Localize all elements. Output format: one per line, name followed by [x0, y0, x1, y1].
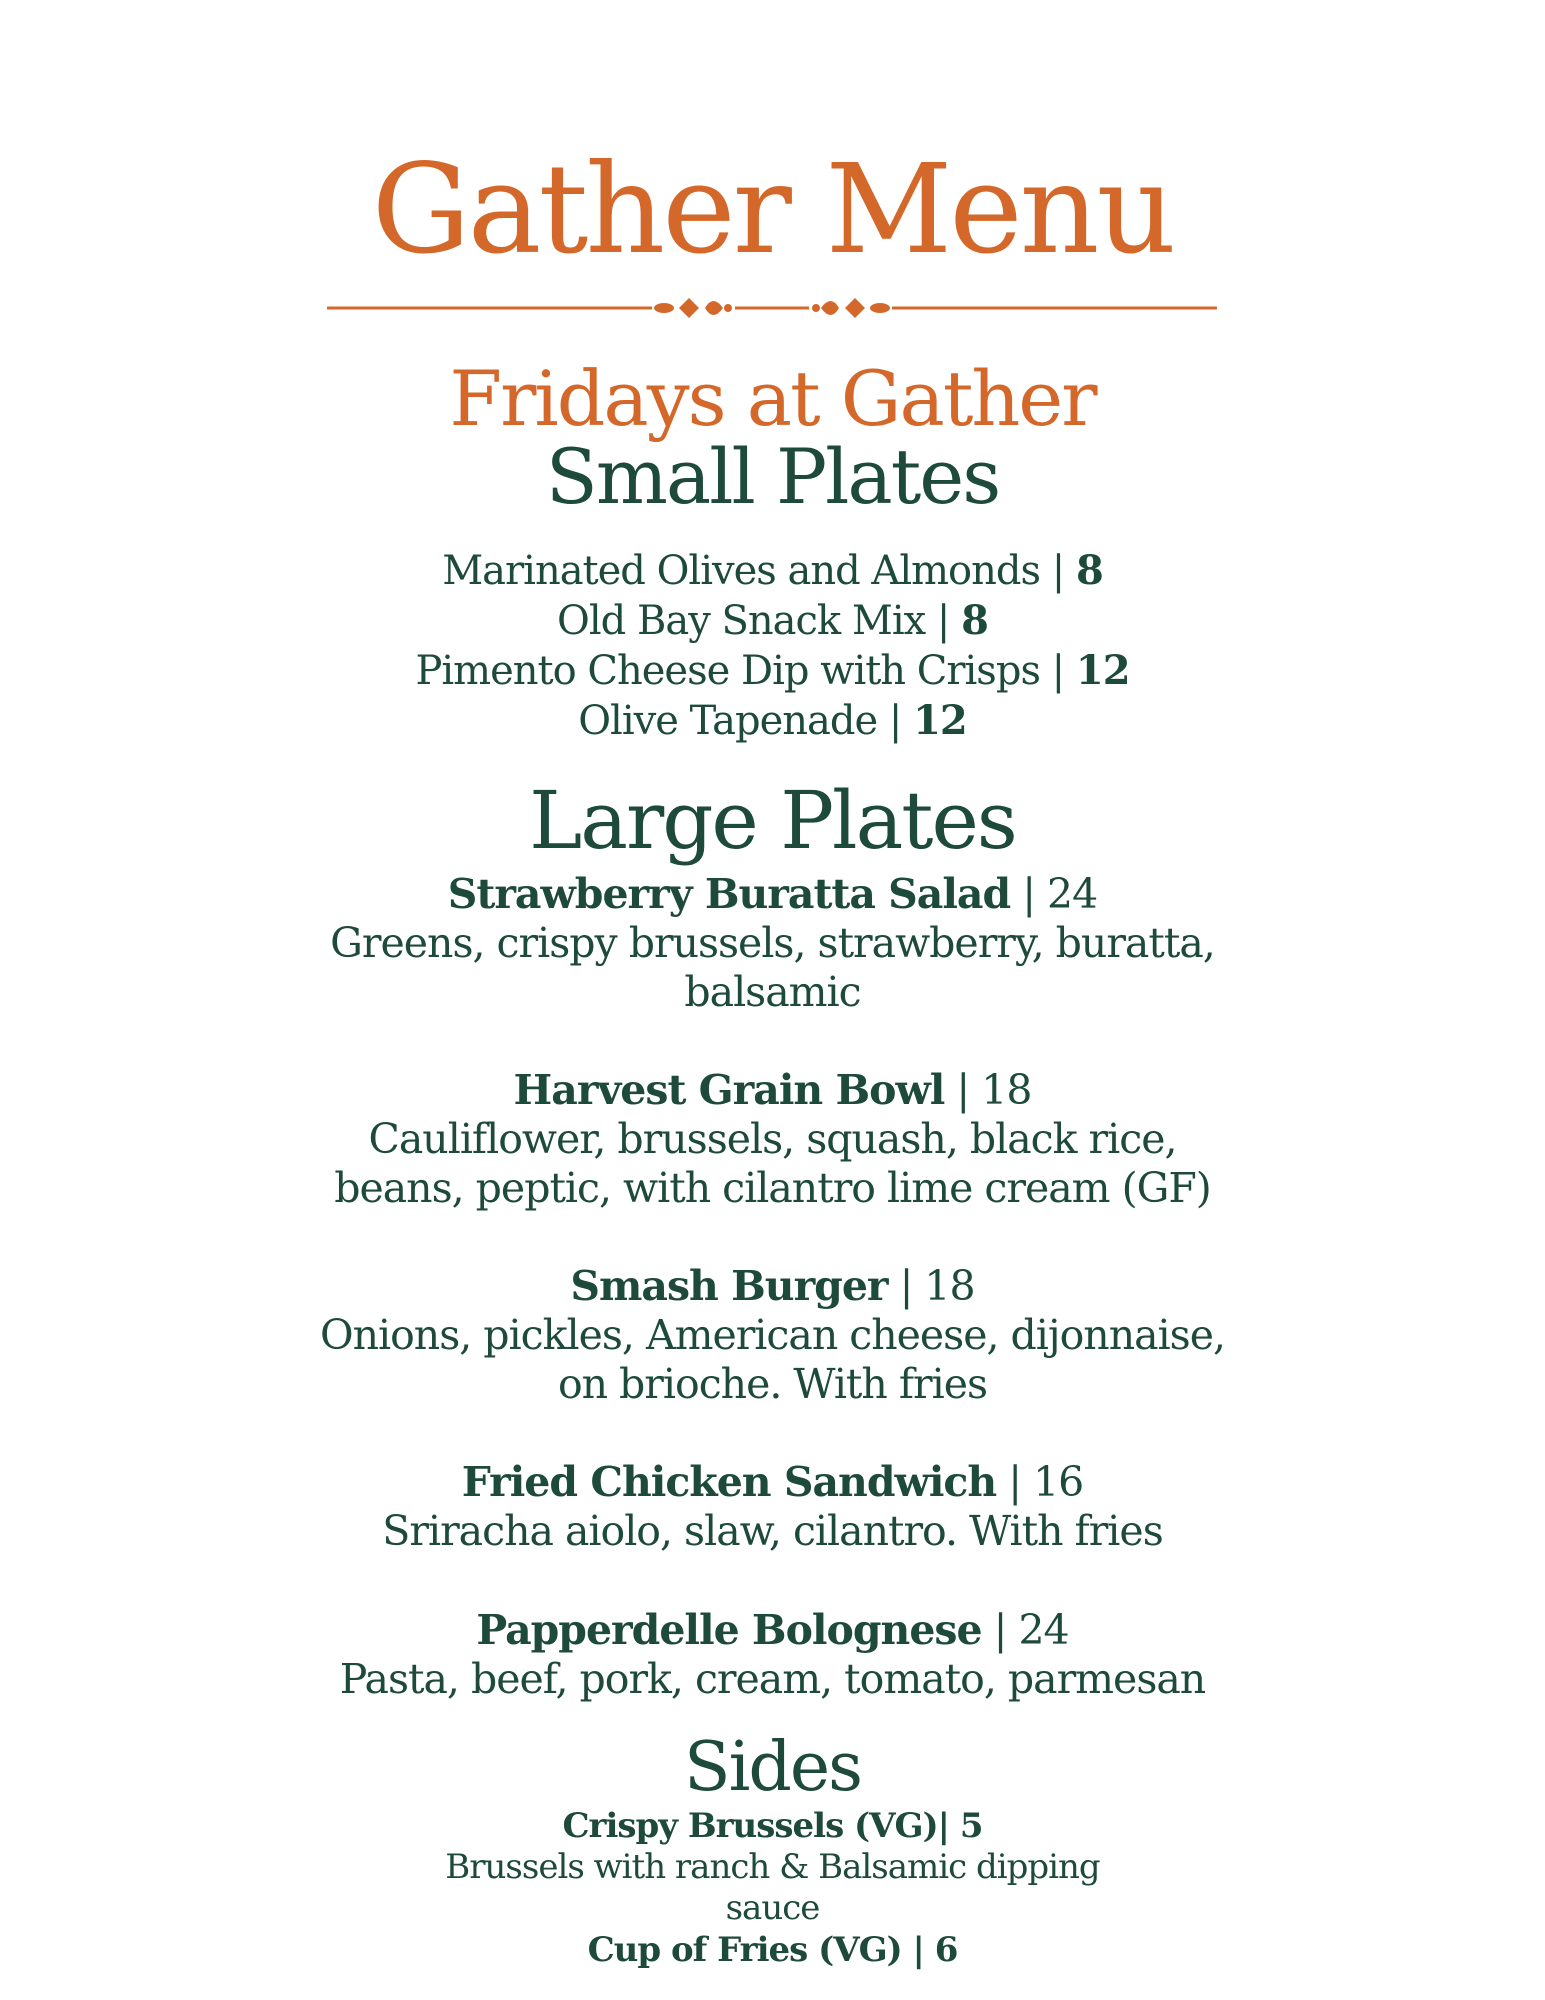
dish-price: | 18: [887, 1262, 975, 1310]
dish-name: Papperdelle Bolognese: [476, 1606, 982, 1654]
item-price: 12: [913, 697, 967, 744]
ornamental-divider: [327, 290, 1217, 326]
list-item: [0, 546, 1545, 596]
dish-name: Harvest Grain Bowl: [513, 1066, 945, 1114]
side-item: [0, 1930, 1545, 1971]
list-item: [0, 646, 1545, 696]
dish-name: Smash Burger: [570, 1262, 888, 1310]
dish-price: | 18: [944, 1066, 1032, 1114]
item-name: Pimento Cheese Dip with Crisps |: [415, 648, 1076, 694]
dish-item: [0, 1606, 1545, 1704]
menu-title: Gather Menu: [371, 138, 1174, 282]
dish-price: | 24: [981, 1606, 1069, 1654]
dish-description: Sriracha aiolo, slaw, cilantro. With fries: [382, 1507, 1163, 1555]
side-name: Cup of Fries (VG) | 6: [587, 1930, 958, 1970]
dish-item: [0, 1262, 1545, 1409]
dish-description: Onions, pickles, American cheese, dijonnaise, on brioche. With fries: [319, 1311, 1225, 1408]
dish-price: | 16: [996, 1458, 1084, 1506]
sides-heading: Sides: [684, 1728, 861, 1807]
dish-description: Pasta, beef, pork, cream, tomato, parmesan: [339, 1655, 1206, 1703]
item-price: 8: [961, 597, 988, 644]
dish-name: Strawberry Buratta Salad: [447, 870, 1011, 918]
dish-item: [0, 1066, 1545, 1213]
item-name: Olive Tapenade |: [578, 698, 914, 744]
list-item: [0, 596, 1545, 646]
dish-description: Cauliflower, brussels, squash, black rice, beans, peptic, with cilantro lime cream (GF): [334, 1115, 1211, 1212]
menu-subtitle: Fridays at Gather: [449, 354, 1096, 443]
list-item: [0, 696, 1545, 746]
large-plates-heading: Large Plates: [529, 774, 1016, 867]
dish-description: Greens, crispy brussels, strawberry, buratta, balsamic: [330, 919, 1215, 1016]
dish-name: Fried Chicken Sandwich: [461, 1458, 997, 1506]
small-plates-list: [0, 546, 1545, 746]
side-description: Brussels with ranch & Balsamic dipping sauce: [445, 1847, 1100, 1928]
item-price: 12: [1075, 647, 1130, 694]
item-name: Marinated Olives and Almonds |: [442, 548, 1076, 594]
item-name: Old Bay Snack Mix |: [557, 598, 962, 644]
dish-item: [0, 870, 1545, 1017]
dish-price: | 24: [1010, 870, 1098, 918]
item-price: 8: [1075, 547, 1103, 594]
dish-item: [0, 1458, 1545, 1556]
side-name: Crispy Brussels (VG)| 5: [562, 1806, 983, 1846]
small-plates-heading: Small Plates: [545, 432, 1000, 521]
side-item: [0, 1806, 1545, 1929]
